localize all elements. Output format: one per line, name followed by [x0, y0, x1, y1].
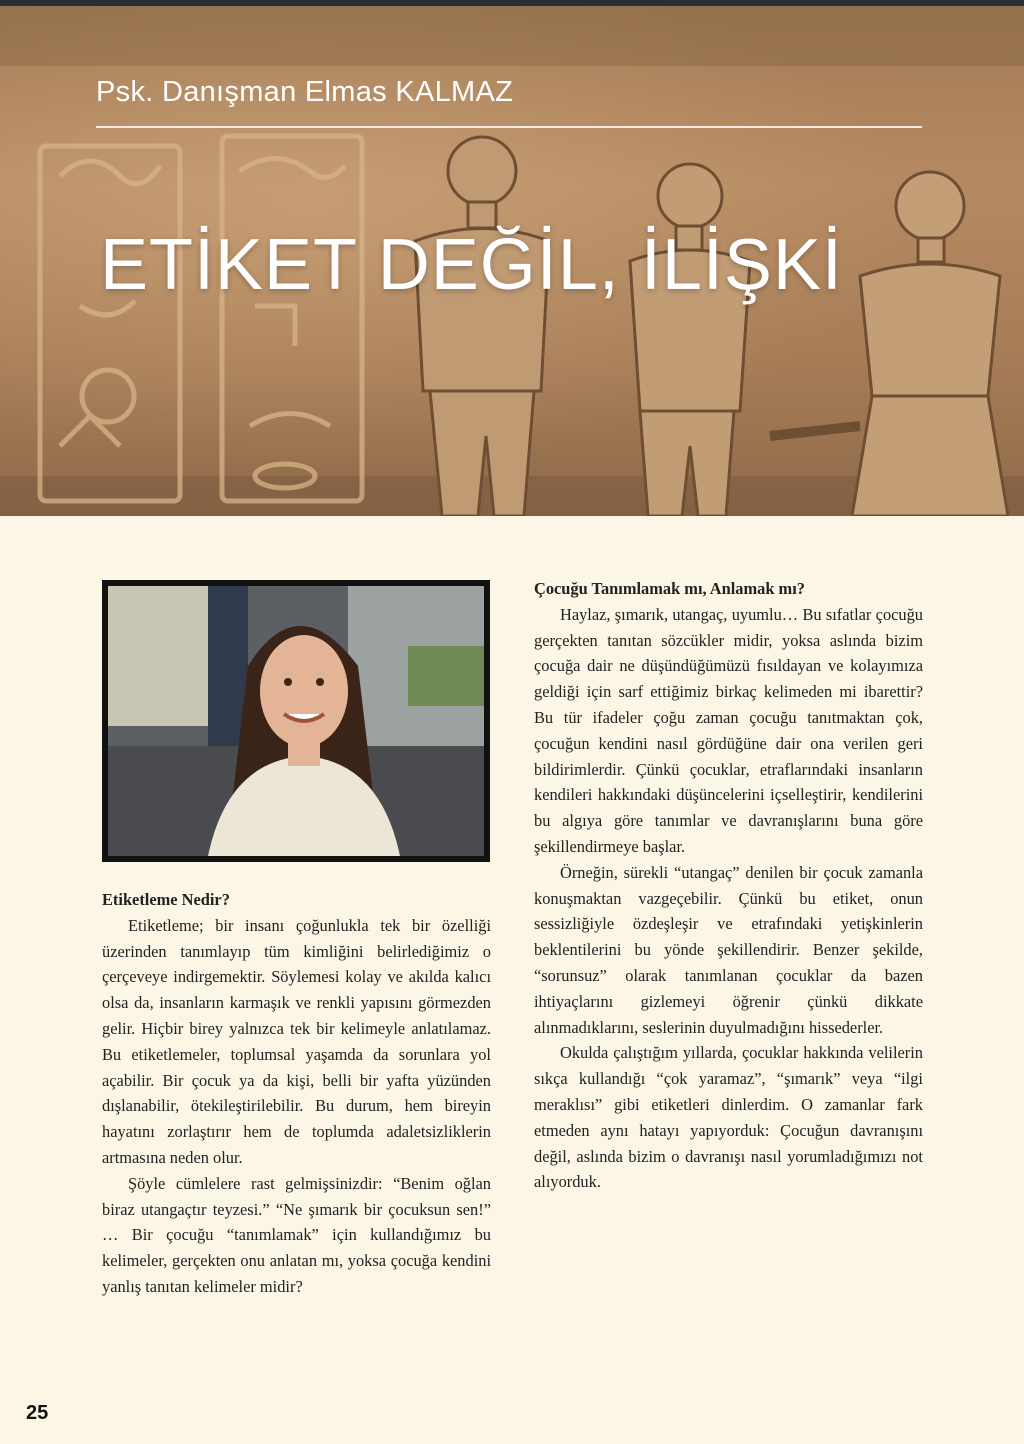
hero-banner	[0, 6, 1024, 516]
section-heading-defining: Çocuğu Tanımlamak mı, Anlamak mı?	[534, 579, 805, 598]
paragraph: Etiketleme; bir insanı çoğunlukla tek bir özelliği üzerinden tanımlayıp tüm kimliğini belirlediğimiz o çerçeveye indirgemektir. Söylemesi kolay ve akılda kalıcı olsa da, insanların karmaşık ve renkli yapısını görmezden gelir. Hiçbir birey yalnızca tek bir kelimeyle anlatılamaz. Bu etiketlemeler, toplumsal yaşamda da sorunlara yol açabilir. Bir çocuk ya da kişi, belli bir yafta yüzünden dışlanabilir, ötekileştirilebilir. Bu durum, hem bireyin hayatını zorlaştırır hem de toplumda adaletsizliklerin artmasına neden olur.	[102, 915, 491, 1167]
author-portrait-photo	[102, 580, 490, 862]
paragraph: Okulda çalıştığım yıllarda, çocuklar hakkında velilerin sıkça kullandığı “çok yaramaz”, “şımarık” veya “ilgi meraklısı” gibi etiketleri dinlerdim. O zamanlar fark etmeden aynı hatayı yapıyorduk: Çocuğun davranışını değil, aslında bizim o davranışı nasıl yorumladığımızı not alıyorduk.	[534, 1043, 923, 1192]
portrait-illustration	[108, 586, 484, 856]
header-divider	[96, 126, 922, 128]
section-heading-labeling: Etiketleme Nedir?	[102, 890, 230, 909]
article-title: ETİKET DEĞİL, İLİŞKİ	[100, 225, 843, 305]
right-column	[534, 576, 923, 1195]
paragraph: Şöyle cümlelere rast gelmişsinizdir: “Benim oğlan biraz utangaçtır teyzesi.” “Ne şımarık bir çocuksun sen!” … Bir çocuğu “tanımlamak” için kullandığımız bu kelimeler, gerçekten onu anlatan mı, yoksa çocuğa kendini yanlış tanıtan kelimeler midir?	[102, 1173, 491, 1296]
paragraph: Örneğin, sürekli “utangaç” denilen bir çocuk zamanla konuşmaktan vazgeçebilir. Çünkü bu etiket, onun sessizliğiyle özdeşleşir ve etrafındaki yetişkinlerin beklentilerini bu yönde şekillendirir. Benzer şekilde, “sorunsuz” olarak tanımlanan çocuklar da bazen ihtiyaçlarını gizlemeyi öğrenir çünkü dikkate alınmadıklarını, seslerinin duyulmadığını hissederler.	[534, 862, 923, 1037]
author-name: Psk. Danışman Elmas KALMAZ	[96, 76, 514, 108]
page-number: 25	[26, 1402, 49, 1424]
left-column	[102, 887, 491, 1300]
paragraph: Haylaz, şımarık, utangaç, uyumlu… Bu sıfatlar çocuğu gerçekten tanıtan sözcükler midir, yoksa aslında bizim çocuğa dair ne düşündüğümüzü fısıldayan ve kolayımıza geldiği için sarf ettiğimiz birkaç kelimeden mi ibarettir? Bu tür ifadeler çoğu zaman çocuğu tanıtmaktan çok, çocuğun kendini nasıl gördüğüne dair ona verilen geri bildirimlerdir. Çünkü çocuklar, etraflarındaki insanların kendileri hakkındaki düşüncelerini içselleştirir, kendilerini bu algıya göre tanımlar ve davranışlarını buna göre şekillendirmeye başlar.	[534, 604, 923, 856]
